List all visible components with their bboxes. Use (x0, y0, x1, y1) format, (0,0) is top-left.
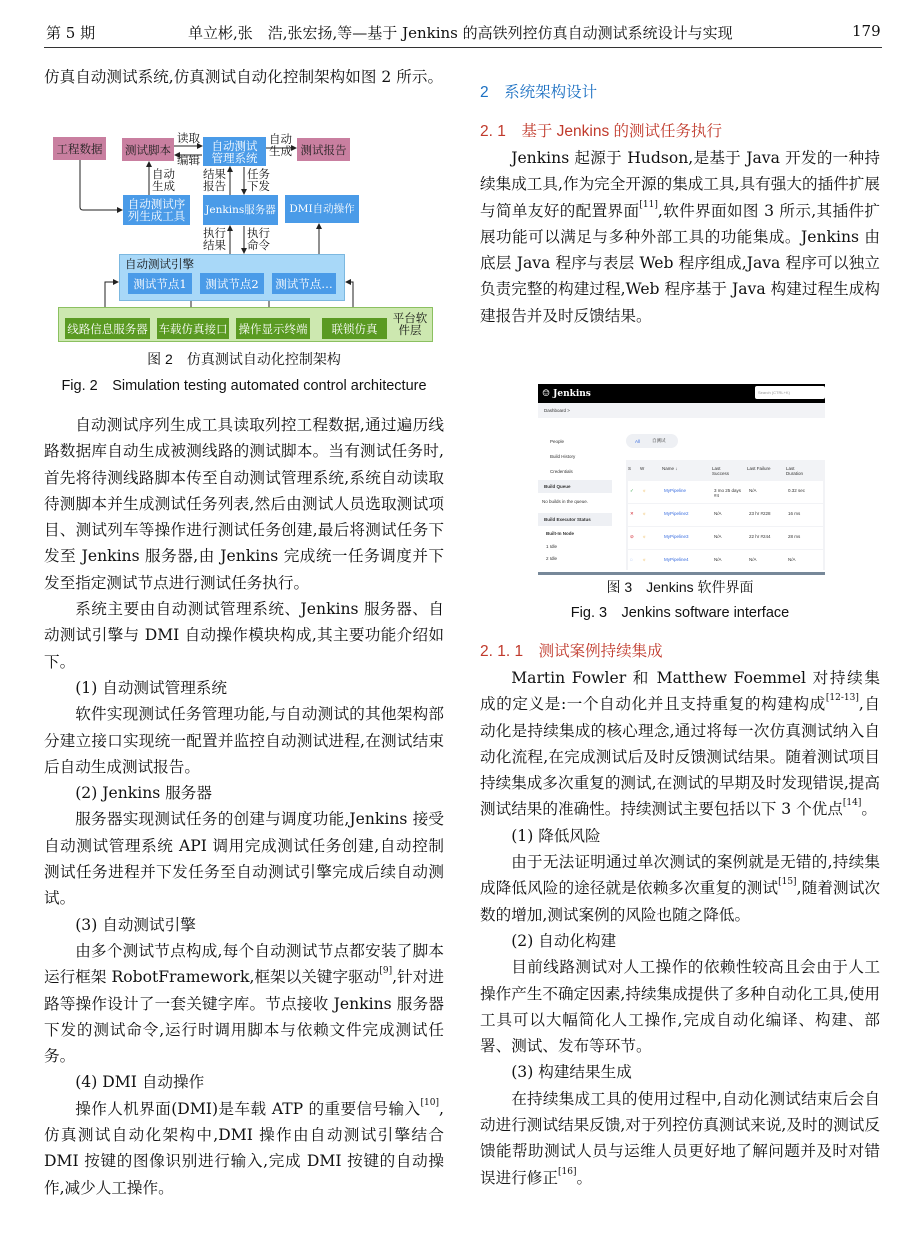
paragraph (44, 1069, 444, 1095)
jenkins-job-row[interactable] (628, 550, 823, 572)
jenkins-cell: N/A (749, 557, 757, 562)
text-run: (2) Jenkins 服务器 (75, 784, 212, 803)
jenkins-logo-icon: ☺ (542, 388, 551, 399)
text-run: 自动测试序列生成工具读取列控工程数据,通过遍历线路数据库自动生成被测线路的测试脚本。当有测试任务时,首先将待测线路脚本传至自动测试管理系统,系统自动读取待测脚本并生成测试任务列表,然后由测试人员选取测试项目、测试列车等操作进行测试任务创建,最后将测试任务下发至 Jenkins 服务器,由 Jenkins 完成统一任务调度并下发至指定测试节点进行测试任务执行。 (44, 416, 444, 592)
jenkins-view-tabs: All 自测试 (626, 434, 678, 448)
box-test-management: 自动测试管理系统 (203, 137, 266, 166)
box-test-report: 测试报告 (297, 138, 350, 161)
jenkins-cell: N/A (788, 557, 796, 562)
label-read: 读取 (177, 131, 200, 145)
paragraph (480, 849, 880, 928)
text-run: Martin Fowler 和 Matthew Foemmel 对持续集成的定义是:一个自动化并且支持重复的构建构成 (480, 669, 880, 714)
citation: [11] (639, 199, 658, 210)
box-test-script: 测试脚本 (122, 138, 174, 161)
box-display-terminal: 操作显示终端 (236, 318, 310, 339)
jenkins-job-link[interactable]: MyPipeline (664, 488, 687, 493)
label-autogen-script: 自动生成 (152, 167, 175, 193)
text-run: Jenkins 起源于 Hudson,是基于 Java 开发的一种持续集成工具,作为完全开源的集成工具,具有强大的插件扩展与简单友好的配置界面 (480, 149, 880, 220)
jenkins-cell: N/A (714, 557, 722, 562)
text-run: ,针对进路等操作设计了一套关键字库。节点接收 Jenkins 服务器下发的测试命令,运行时调用脚本与依赖文件完成测试任务。 (44, 968, 444, 1066)
text-run: (3) 自动测试引擎 (75, 915, 196, 934)
text-run: 由于无法证明通过单次测试的案例就是无错的,持续集成降低风险的途径就是依赖多次重复的测试 (480, 853, 880, 898)
jenkins-executor-node: Built-In Node (546, 531, 574, 536)
label-exec-result: 执行结果 (203, 226, 226, 252)
box-node-1: 测试节点1 (128, 273, 192, 294)
label-exec-command: 执行命令 (247, 226, 270, 252)
figure-2-caption-en: Fig. 2 Simulation testing automated control architecture (61, 378, 427, 394)
jenkins-cell: 16 ms (788, 511, 801, 516)
jenkins-job-table (626, 460, 825, 570)
paragraph (480, 823, 880, 849)
label-task-dispatch: 任务下发 (247, 167, 270, 193)
figure-2-diagram (50, 125, 440, 345)
text-run: (3) 构建结果生成 (511, 1063, 632, 1082)
text-run: 。 (576, 1168, 593, 1187)
jenkins-search: Search (CTRL+K) (755, 386, 825, 399)
jenkins-col-header: Last Duration (786, 466, 804, 476)
build-status-icon: ◌ (630, 557, 633, 562)
paragraph (44, 701, 444, 780)
text-run: (1) 降低风险 (511, 826, 601, 845)
paragraph (44, 938, 444, 1069)
box-node-more: 测试节点… (272, 273, 336, 294)
text-run: 服务器实现测试任务的创建与调度功能,Jenkins 接受自动测试管理系统 API 调用完成测试任务创建,自动控制测试任务进程并下发任务至自动测试引擎完成后续自动测试。 (44, 810, 444, 908)
section-2-1-1-heading: 2. 1. 1 测试案例持续集成 (480, 643, 663, 660)
box-line-server: 线路信息服务器 (65, 318, 150, 339)
paragraph (44, 675, 444, 701)
weather-icon: ☼ (642, 534, 647, 539)
jenkins-cell: 22 hr #244 (749, 534, 771, 539)
jenkins-col-header: W (640, 466, 645, 471)
box-node-2: 测试节点2 (200, 273, 264, 294)
box-dmi-auto: DMI自动操作 (285, 195, 359, 223)
jenkins-scrollbar (538, 572, 825, 575)
box-interlocking: 联锁仿真 (322, 318, 387, 339)
jenkins-executor-status: Build Executor Status (538, 513, 612, 526)
paragraph (480, 954, 880, 1059)
jenkins-cell: 0.32 sec (788, 488, 806, 493)
text-run: ,仿真测试自动化架构中,DMI 操作由自动测试引擎结合 DMI 按键的图像识别进行输入,完成 DMI 按键的自动操作,减少人工操作。 (44, 1099, 444, 1197)
section-2-1-heading: 2. 1 基于 Jenkins 的测试任务执行 (480, 123, 723, 140)
jenkins-build-queue: Build Queue (538, 480, 612, 493)
citation: [16] (557, 1166, 577, 1177)
jenkins-queue-empty: No builds in the queue. (542, 499, 589, 504)
jenkins-screenshot (538, 384, 825, 575)
jenkins-cell: N/A (714, 511, 722, 516)
jenkins-job-link[interactable]: MyPipeline2 (664, 511, 689, 516)
build-status-icon: ✓ (630, 488, 634, 493)
box-onboard-interface: 车载仿真接口 (157, 318, 229, 339)
text-run: (4) DMI 自动操作 (75, 1073, 205, 1092)
right-body-text (480, 665, 880, 1191)
page-number: 179 (852, 22, 881, 40)
figure-3-caption-cn: 图 3 Jenkins 软件界面 (606, 579, 754, 595)
paragraph (44, 780, 444, 806)
jenkins-side-nav: People Build History Credentials (550, 439, 576, 474)
running-title: 单立彬,张 浩,张宏扬,等—基于 Jenkins 的高铁列控仿真自动测试系统设计与实现 (188, 24, 733, 42)
paragraph (480, 1086, 880, 1191)
section-2-1-text (480, 145, 880, 329)
weather-icon: ☼ (642, 511, 647, 516)
left-intro: 仿真自动测试系统,仿真测试自动化控制架构如图 2 所示。 (44, 68, 444, 86)
weather-icon: ☼ (642, 557, 647, 562)
jenkins-job-row[interactable] (628, 481, 823, 503)
text-run: 软件实现测试任务管理功能,与自动测试的其他架构部分建立接口实现统一配置并监控自动测试进程,在测试结束后自动生成测试报告。 (44, 705, 444, 776)
header-rule (44, 47, 882, 48)
citation: [15] (778, 877, 797, 888)
jenkins-cell: 23 hr #228 (749, 511, 771, 516)
text-run: 在持续集成工具的使用过程中,自动化测试结束后会自动进行测试结果反馈,对于列控仿真测试来说,及时的测试反馈能帮助测试人员与运维人员更好地了解问题并及时对错误进行修正 (480, 1089, 880, 1187)
weather-icon: ☼ (642, 488, 647, 493)
text-run: 由多个测试节点构成,每个自动测试节点都安装了脚本运行框架 RobotFramework,框架以关键字驱动 (44, 941, 444, 987)
jenkins-cell: N/A (749, 488, 757, 493)
jenkins-topbar: ☺ Jenkins (538, 384, 825, 403)
jenkins-job-row[interactable] (628, 527, 823, 549)
jenkins-col-header: Last Success (712, 466, 730, 476)
issue-number: 第 5 期 (46, 24, 96, 42)
figure-3-caption-en: Fig. 3 Jenkins software interface (570, 605, 790, 621)
box-sequence-tool: 自动测试序列生成工具 (123, 195, 190, 225)
text-run: ,软件界面如图 3 所示,其插件扩展功能可以满足与多种外部工具的功能集成。Jenkins 由底层 Java 程序与表层 Web 程序组成,Java 程序可以独立负责完整的构建过程,Web 程序基于 Java 构建过程生成构建报告并及时反馈结果。 (480, 201, 880, 325)
text-run: ,自动化是持续集成的核心理念,通过将每一次仿真测试纳入自动化流程,在完成测试后及时反馈测试结果。随着测试项目持续集成多次重复的测试,在测试的早期及时发现错误,提高测试结果的准确性。持续测试主要包括以下 3 个优点 (480, 695, 880, 819)
label-edit: 编辑 (177, 153, 200, 167)
build-status-icon: ⊘ (630, 534, 634, 539)
paragraph (44, 1096, 444, 1201)
text-run: 目前线路测试对人工操作的依赖性较高且会由于人工操作产生不确定因素,持续集成提供了多种自动化工具,使用工具可以大幅简化人工操作,完成自动化编译、构建、部署、测试、发布等环节。 (480, 958, 880, 1056)
section-2-heading: 2 系统架构设计 (480, 84, 598, 101)
jenkins-job-link[interactable]: MyPipeline4 (664, 557, 689, 562)
citation: [14] (842, 798, 862, 809)
jenkins-executor-1: 1 Idle (546, 544, 558, 549)
text-run: 。 (861, 800, 877, 819)
paragraph (480, 1059, 880, 1085)
jenkins-col-header: Last Failure (747, 466, 771, 471)
figure-2-caption-cn: 图 2 仿真测试自动化控制架构 (147, 351, 341, 367)
jenkins-cell: 3 mo 25 days #4 (714, 488, 742, 498)
text-run: 系统主要由自动测试管理系统、Jenkins 服务器、自动测试引擎与 DMI 自动操作模块构成,其主要功能介绍如下。 (44, 600, 444, 671)
paragraph (44, 806, 444, 911)
jenkins-col-header: Name ↓ (662, 466, 678, 471)
box-engineering-data: 工程数据 (53, 137, 106, 160)
text-run: (1) 自动测试管理系统 (75, 678, 227, 697)
jenkins-executor-2: 2 Idle (546, 556, 558, 561)
left-body-text (44, 412, 444, 1201)
build-status-icon: ✕ (630, 511, 634, 516)
jenkins-cell: 28 ms (788, 534, 801, 539)
paragraph (480, 145, 880, 329)
paragraph (44, 596, 444, 675)
jenkins-job-row[interactable] (628, 504, 823, 526)
text-run: (2) 自动化构建 (511, 931, 617, 950)
citation: [10] (420, 1097, 440, 1108)
label-autogen-report: 自动生成 (269, 132, 292, 158)
box-jenkins-server: Jenkins服务器 (203, 195, 278, 225)
jenkins-job-link[interactable]: MyPipeline3 (664, 534, 689, 539)
paragraph (44, 912, 444, 938)
paragraph (44, 412, 444, 596)
paragraph (480, 665, 880, 823)
paragraph (480, 928, 880, 954)
jenkins-breadcrumb: Dashboard > (538, 403, 825, 418)
citation: [12-13] (825, 693, 859, 704)
label-result-report: 结果报告 (203, 167, 226, 193)
label-platform: 平台软件层 (392, 311, 428, 337)
jenkins-col-header: S (628, 466, 632, 471)
text-run: ,随着测试次数的增加,测试案例的风险也随之降低。 (480, 879, 880, 924)
jenkins-cell: N/A (714, 534, 722, 539)
text-run: 操作人机界面(DMI)是车载 ATP 的重要信号输入 (75, 1099, 421, 1118)
citation: [9] (379, 966, 393, 977)
box-test-engine: 自动测试引擎 (119, 254, 345, 301)
